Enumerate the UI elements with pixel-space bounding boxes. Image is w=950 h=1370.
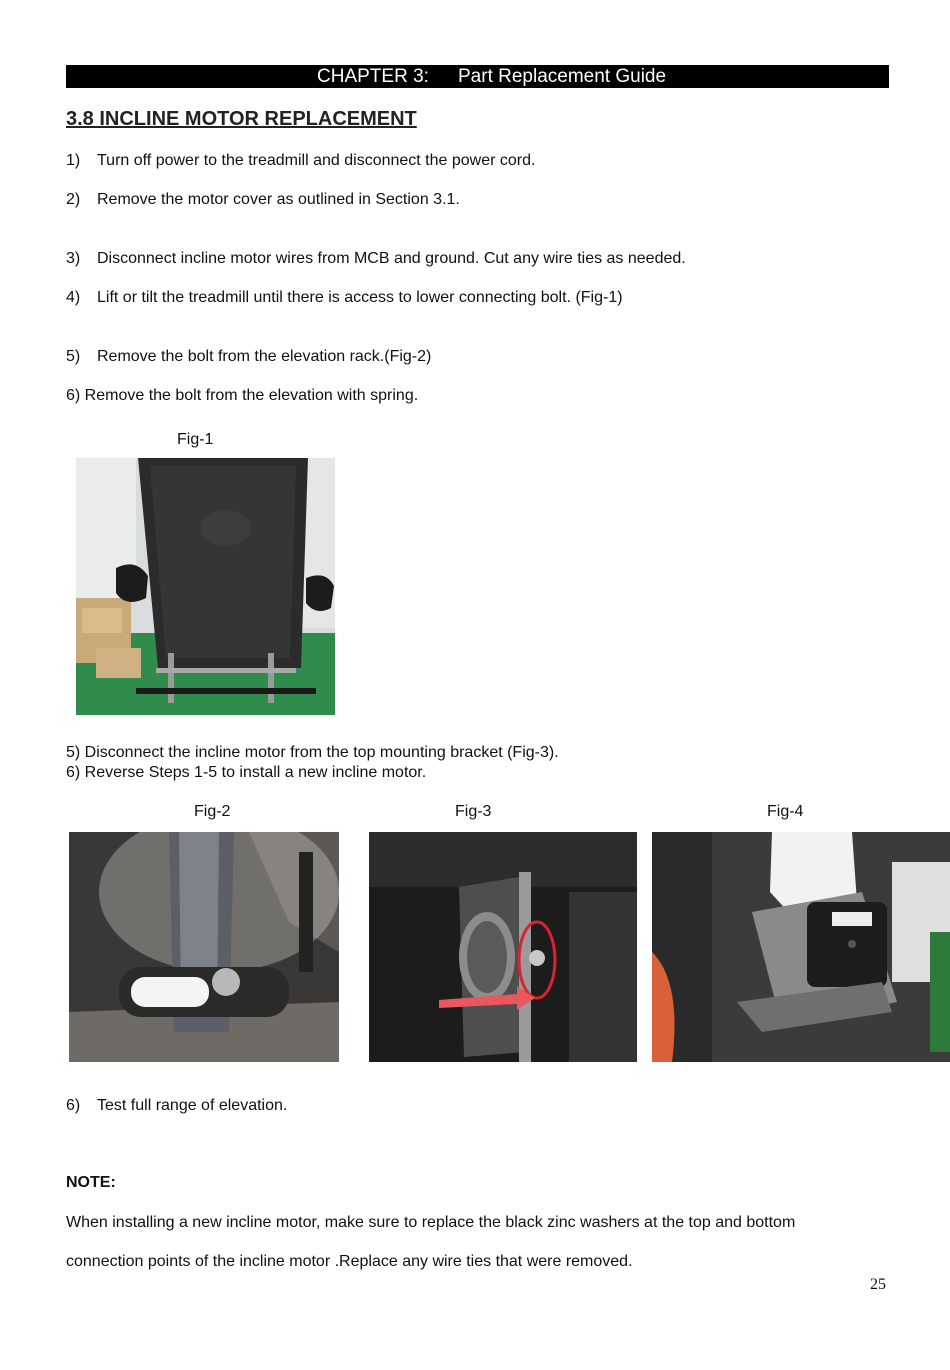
fig1-treadmill-photo [76, 458, 335, 715]
fig4-incline-motor-photo [652, 832, 950, 1062]
note-title: NOTE: [66, 1174, 116, 1191]
fig2-elevation-rack-photo [69, 832, 339, 1062]
step-text: Test full range of elevation. [97, 1097, 288, 1114]
step-number: 2) [66, 191, 81, 208]
step-number: 3) [66, 250, 81, 267]
step-number: 5) [66, 348, 81, 365]
fig3-label: Fig-3 [455, 803, 492, 820]
fig4-label: Fig-4 [767, 803, 804, 820]
step-number: 6) [66, 1097, 81, 1114]
page-number: 25 [870, 1276, 886, 1293]
note-line-1: When installing a new incline motor, make sure to replace the black zinc washers at the top and bottom [66, 1214, 796, 1231]
fig3-mounting-bracket-photo [369, 832, 637, 1062]
step-number: 1) [66, 152, 81, 169]
step-6-remove-spring-bolt: 6) Remove the bolt from the elevation with spring. [66, 387, 419, 404]
step-text: Disconnect incline motor wires from MCB and ground. Cut any wire ties as needed. [97, 250, 686, 267]
fig1-label: Fig-1 [177, 431, 214, 448]
chapter-label: CHAPTER 3: [317, 66, 429, 87]
step-5-disconnect-motor: 5) Disconnect the incline motor from the top mounting bracket (Fig-3). [66, 744, 559, 761]
step-6-reverse-steps: 6) Reverse Steps 1-5 to install a new incline motor. [66, 764, 427, 781]
step-text: Remove the motor cover as outlined in Section 3.1. [97, 191, 460, 208]
step-text: Remove the bolt from the elevation rack.(Fig-2) [97, 348, 432, 365]
note-line-2: connection points of the incline motor .Replace any wire ties that were removed. [66, 1253, 633, 1270]
step-number: 4) [66, 289, 81, 306]
guide-title: Part Replacement Guide [458, 66, 667, 87]
chapter-header-bar [66, 65, 889, 88]
step-text: Lift or tilt the treadmill until there is access to lower connecting bolt. (Fig-1) [97, 289, 623, 306]
section-title: 3.8 INCLINE MOTOR REPLACEMENT [66, 108, 417, 130]
fig2-label: Fig-2 [194, 803, 231, 820]
step-text: Turn off power to the treadmill and disconnect the power cord. [97, 152, 536, 169]
